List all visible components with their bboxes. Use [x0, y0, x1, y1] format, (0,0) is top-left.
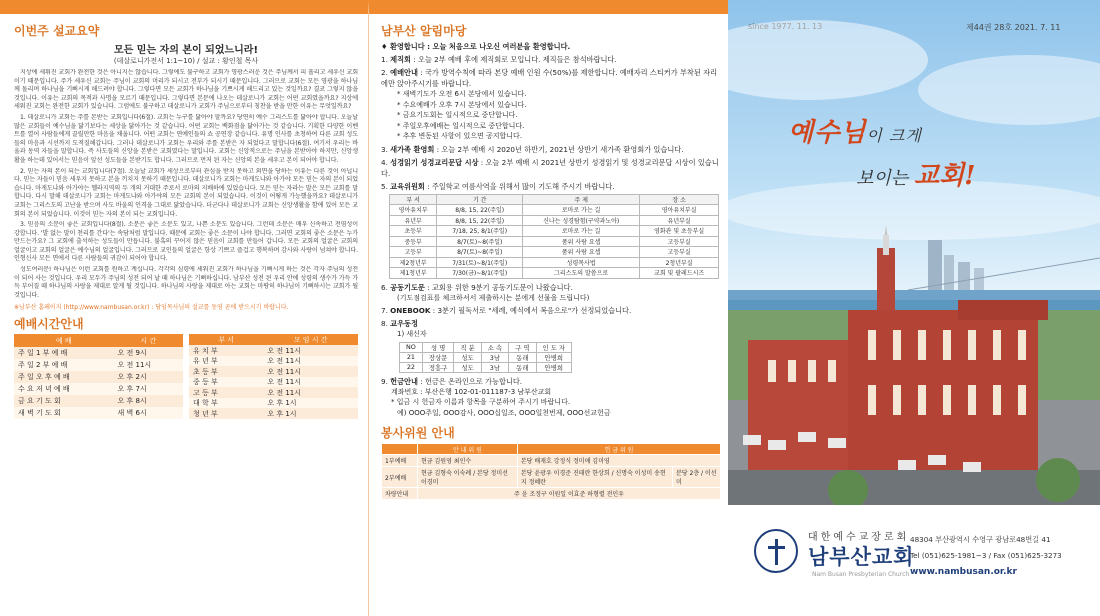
headline-jesus: 예수님 — [788, 118, 867, 148]
announcement-list — [381, 41, 720, 192]
headline-line1 — [788, 112, 922, 149]
table-cell: 영화관 및 초등부실 — [640, 226, 719, 237]
announcement-item — [381, 318, 720, 340]
table-header: NO — [400, 342, 423, 352]
issue-info: 제44권 28호 2021. 7. 11 — [966, 23, 1061, 32]
worship-note: * 금요기도회는 일시적으로 중단합니다. — [397, 111, 518, 119]
sermon-paragraph: 성도여러분! 하나님은 이런 교회를 원하고 계십니다. 각각의 심령에 세워진 교회가 하나님을 기뻐시게 하는 것은 각자 주님의 성전이 되어 사는 것입니다. 우리 모두가 주님의 성전 되어 날 때 하나님은 기뻐하십니다. 남부산 성전 된 우리 안에 성령의 생수가 가득 가득 부어질 때 하나님의 사랑을 제대로 알게 될 것입니다. 하나님의 사랑을 제대로 아는 교회는 마땅히 하나님이 기뻐하시는 교회가 될 것입니다. — [14, 266, 358, 299]
table-row — [390, 236, 719, 247]
table-cell: 7/31(토)~8/1(주일) — [437, 257, 523, 268]
sermon-reference: (데살로니가전서 1:1~10) / 설교 : 황인철 목사 — [113, 57, 259, 65]
cover-photo — [728, 0, 1100, 505]
table-header: 모 임 시 간 — [263, 334, 358, 345]
table-cell: 품위 사람 요셉 — [523, 247, 640, 258]
headline-church: 교회! — [913, 161, 976, 191]
item-text: : 오늘 2부 예배 시 2021년 상반기 성경읽기 및 성경교리문답 시상이 있습니다. — [381, 157, 719, 178]
offering-note: * 입금 시 헌금자 이름과 항목을 구분하여 주시기 바랍니다. — [391, 398, 571, 406]
worship-name: 새 벽 기 도 회 — [14, 407, 114, 419]
headline-seen: 보이는 — [856, 168, 909, 189]
table-cell: 고등부실 — [640, 236, 719, 247]
newcomers-table — [399, 342, 572, 373]
worship-name: 주 일 오 후 예 배 — [14, 371, 114, 383]
announcement-list-continued — [381, 282, 720, 340]
table-cell: 제1청년부 — [390, 268, 437, 279]
sermon-title: 모든 믿는 자의 본이 되었느니라! — [113, 45, 259, 56]
table-header: 장 소 — [640, 194, 719, 205]
item-number: 8. — [381, 319, 388, 328]
table-row — [390, 257, 719, 268]
table-cell: 본당 배재호 강정식 정미애 김미영 — [517, 455, 720, 467]
table-header: 부 서 — [390, 194, 437, 205]
table-cell: 정흥구 — [422, 362, 454, 372]
worship-time: 새 벽 6시 — [114, 407, 183, 419]
cross-icon — [775, 539, 778, 565]
offering-note: 예) OOO주일, OOO감사, OOO십일조, OOO일천번제, OOO선교헌금 — [397, 408, 611, 417]
table-cell: 품위 사람 요셉 — [523, 236, 640, 247]
department-name: 대 학 부 — [189, 398, 263, 409]
worship-name: 주 일 1 부 예 배 — [14, 347, 114, 359]
table-row — [390, 226, 719, 237]
table-cell: 제2청년부 — [390, 257, 437, 268]
cross-bar — [768, 546, 785, 549]
table-cell: 분당 2층 / 이선미 — [673, 467, 721, 488]
announcement-item — [381, 144, 720, 155]
table-cell: 성령목사법 — [523, 257, 640, 268]
church-illustration — [728, 0, 1100, 505]
table-cell: 중등부 — [390, 236, 437, 247]
table-cell: 영아유치부 — [390, 205, 437, 216]
worship-note: * 새벽기도가 오전 6시 본당에서 있습니다. — [397, 90, 527, 98]
department-table — [189, 334, 358, 419]
worship-note: * 추후 변동된 사항이 있으면 공지합니다. — [397, 132, 523, 140]
table-header: 소 속 — [481, 342, 508, 352]
table-header — [382, 444, 418, 455]
department-time: 오 전 11시 — [263, 366, 358, 377]
table-header: 성 명 — [422, 342, 454, 352]
worship-note: * 수요예배가 오후 7시 본당에서 있습니다. — [397, 100, 527, 109]
sermon-paragraph: 3. 믿음의 소문이 좋은 교회입니다(8절). 소문은 좋은 소문도 있고, 나쁜 소문도 있습니다. 그런데 소문은 매우 신속하고 전염성이 강합니다. '발 없는 말이 천리를 간다'는 속담처럼 말입니다. 때문에 교회는 좋은 소문이 나야 합니다. 그러면 교회의 좋은 소문은 누가 만드는가요? 그 교회에 출석하는 성도들이 만듭니다. 불혹의 꾸어지 않은 믿음이 교회를 만들어 갑니다. 모든 교회의 얼굴은 교회의 얼굴이고 교회의 얼굴은 예수님의 얼굴입니다. 그러므로 교인들의 얼굴은 항상 기쁘고 즐겁고 행복하며 감사와 사랑이 넘쳐야 합니다. 인형신사 모든 면에서 다른 사람들의 귀감이 되어야 합니다. — [14, 221, 358, 263]
church-phone: Tel (051)625-1981~3 / Fax (051)625-3273 — [910, 551, 1062, 560]
table-cell: 영아유치부실 — [640, 205, 719, 216]
headline-particle: 이 크게 — [866, 126, 922, 145]
department-name: 초 등 부 — [189, 366, 263, 377]
sermon-paragraph: 지상에 세워진 교회가 완전한 것은 아니지는 않습니다. 그렇에도 불구하고 교회가 영광스러운 것은 주님께서 피 흘리고 세우신 교회이기 때문입니다. 주가 세우신 교회는 주님이 교회의 머리가 되시고 전부가 되시기 때문입니다. 그러므로 교회는 모든 영광을 하나님께 돌리며 하나님을 기뻐시게 해드려야 합니다. 그렇다면 모든 교회가 하나님을 기쁘시게 해드리고 있는 것일까요? 결코 그렇지 않을 것입니다. 이유는 교회의 목적과 사명을 모르기 때문입니다. 그렇다면 본문에 나오는 데살로니가 교회는 어떤 교회였을까요? 지상에 세워진 교회는 완전한 교회가 있습니다. 그럼에도 불구하고 데살로니가 교회가 주님으로부터 칭찬을 받을 만한 이유는 무엇일까요? — [14, 69, 358, 111]
announcement-item — [381, 181, 720, 192]
table-cell: 현금 김원영 최인수 — [418, 455, 518, 467]
table-header: 예 배 — [14, 334, 114, 347]
denomination: 대한예수교장로회 — [808, 532, 910, 543]
department-name: 고 등 부 — [189, 387, 263, 398]
table-row — [390, 268, 719, 279]
announcements-section-title: 남부산 알림마당 — [381, 24, 467, 38]
department-time: 오 전 11시 — [263, 387, 358, 398]
department-name: 유 년 부 — [189, 356, 263, 367]
offering-info — [381, 376, 720, 419]
item-text: : 교회용 위한 9분기 공동기도문이 나왔습니다. — [427, 282, 573, 292]
table-cell: 3남 — [481, 352, 508, 362]
worship-note: * 주일오후예배는 일시적으로 중단합니다. — [397, 121, 525, 130]
item-number: 1. — [381, 55, 388, 64]
table-cell: 안병희 — [536, 362, 572, 372]
table-cell: 7/30(금)~8/1(주일) — [437, 268, 523, 279]
table-cell: 로마로 가는 길 — [523, 205, 640, 216]
worship-time: 오 전 11시 — [114, 359, 183, 371]
item-text: : 오늘 2부 예배 시 2020년 하반기, 2021년 상반기 새가족 환영회가 있습니다. — [436, 144, 684, 154]
prayer-note: (기도점검표를 체크하셔서 제출하시는 분에게 선물을 드립니다) — [397, 293, 590, 302]
table-header: 시 간 — [114, 334, 183, 347]
announcement-item — [381, 282, 720, 304]
table-cell: 8/7(토)~8(주일) — [437, 236, 523, 247]
table-cell: 주 윤 조정구 이원일 이효준 하형렬 전인우 — [418, 488, 721, 500]
church-name-english: Nam Busan Presbyterian Church — [812, 571, 910, 578]
table-row — [400, 352, 572, 362]
department-time: 오 전 11시 — [263, 377, 358, 388]
announcement-item — [381, 67, 720, 142]
announcement-item — [381, 305, 720, 316]
sermon-column — [0, 0, 368, 616]
table-row — [400, 362, 572, 372]
table-row — [390, 247, 719, 258]
table-cell: 고등부 — [390, 247, 437, 258]
church-info — [728, 505, 1100, 616]
table-cell: 유년부 — [390, 215, 437, 226]
item-number: 3. — [381, 144, 388, 154]
table-cell: 고등부실 — [640, 247, 719, 258]
table-cell: 유년부실 — [640, 215, 719, 226]
item-number: 6. — [381, 282, 388, 292]
welcome-line: ♦ 환영합니다 : 오늘 처음으로 나오신 여러분을 환영합니다. — [381, 42, 571, 51]
sermon-body — [14, 69, 358, 300]
announcement-item — [381, 54, 720, 65]
item-head: 교우동정 — [390, 319, 418, 328]
item-number: 4. — [381, 157, 388, 167]
item-text: : 오늘 2부 예배 후에 제직회로 모입니다. 제직들은 참석바랍니다. — [413, 55, 617, 64]
announcement-item — [381, 157, 720, 179]
table-header: 기 간 — [437, 194, 523, 205]
table-cell: 22 — [400, 362, 423, 372]
education-table — [389, 194, 719, 279]
worship-time: 오 후 7시 — [114, 383, 183, 395]
worship-table — [14, 334, 183, 419]
department-time: 오 후 1시 — [263, 398, 358, 409]
item-head: 제직회 — [390, 55, 411, 64]
table-header: 헌 금 위 원 — [517, 444, 720, 455]
table-cell: 8/7(토)~8(주일) — [437, 247, 523, 258]
department-name: 유 치 부 — [189, 345, 263, 356]
table-cell: 교회 및 팔레드시즈 — [640, 268, 719, 279]
volunteers-table — [381, 443, 721, 500]
table-cell: 차량안내 — [382, 488, 418, 500]
worship-section-title: 예배시간안내 — [14, 317, 84, 332]
table-cell: 8/8, 15, 22(주일) — [437, 205, 523, 216]
table-row — [382, 467, 721, 488]
table-header: 주 제 — [523, 194, 640, 205]
table-cell: 21 — [400, 352, 423, 362]
sermon-section-title: 이번주 설교요약 — [14, 24, 100, 38]
table-row — [382, 488, 721, 500]
item-text: : 국가 방역수칙에 따라 본당 예배 인원 수(50%)를 제한합니다. 예배자리 스티커가 부착된 자리에만 앉아주시기를 바랍니다. — [381, 68, 717, 88]
table-cell: 3남 — [481, 362, 508, 372]
table-cell: 성도 — [454, 362, 481, 372]
item-head: 예배안내 — [390, 68, 418, 77]
table-cell: 안병희 — [536, 352, 572, 362]
department-time: 오 전 11시 — [263, 356, 358, 367]
announcement-item — [381, 376, 720, 419]
headline-line2 — [856, 155, 976, 192]
worship-name: 금 요 기 도 회 — [14, 395, 114, 407]
table-cell: 2청년부실 — [640, 257, 719, 268]
church-logo-icon — [754, 529, 798, 573]
offering-account: 계좌번호 : 부산은행 102-01-011187-3 남부산교회 — [391, 387, 552, 396]
item-head: 공동기도문 — [390, 282, 425, 292]
table-header: 직 분 — [454, 342, 481, 352]
table-cell: 신나는 성경탐험(구약과노아) — [523, 215, 640, 226]
item-head: 성경읽기 성경교리문답 시상 — [390, 157, 479, 167]
table-cell: 로마로 가는 길 — [523, 226, 640, 237]
item-head: 새가족 환영회 — [390, 144, 435, 154]
table-cell: 그리스도의 말씀으로 — [523, 268, 640, 279]
department-name: 청 년 부 — [189, 408, 263, 419]
table-header: 구 역 — [509, 342, 536, 352]
item-text: : 헌금은 온라인으로 가능합니다. — [420, 376, 523, 386]
cover-column — [728, 0, 1100, 616]
table-cell: 장상문 — [422, 352, 454, 362]
sermon-paragraph: 2. 믿는 자의 본이 되는 교회입니다(7절). 오늘날 교회가 세상으로부터 관심을 받지 못하고 외면을 당하는 이유는 다른 것이 아닙니다. 믿는 자들이 믿음 세우지 못하고 본을 끼치지 못하기 때문입니다. 데살로니가 교회는 마게도냐와 아가야 모든 믿는 자의 본이 되었습니다. 마게도냐와 아가야는 헬라지역의 두 개의 거대한 주로서 로마의 지배하에 있었습니다. 모든 믿는 자라는 말은 모든 교회를 말합니다. 다시 말해 데살로니가 교회는 마게도냐와 아가야의 모든 교회의 본이 되었습니다. 이것이 어떻게 가능했을까요? 데살로니가 교회는 그리스도의 고난을 받으며 사도 바울의 인격을 그대로 닮았습니다. 더군다나 데살로니가 교회는 신앙생활을 함에 있어 모든 교회의 본이 되었습니다. 이것이 믿는 자의 본이 되는 교회입니다. — [14, 167, 358, 218]
worship-time: 오 후 8시 — [114, 395, 183, 407]
worship-time: 오 전 9시 — [114, 347, 183, 359]
table-header: 부 서 — [189, 334, 263, 345]
item-number: 7. — [381, 306, 388, 315]
item-text: : 3분기 필독서로 "세례, 예식에서 복음으로"가 선정되었습니다. — [432, 306, 632, 315]
worship-name: 주 일 2 부 예 배 — [14, 359, 114, 371]
church-name: 남부산교회 — [808, 545, 915, 569]
table-header: 안 내 위 원 — [418, 444, 518, 455]
worship-times — [14, 334, 358, 419]
sermon-footnote: ※남부산 홈페이지 (http://www.nambusan.or.kr) : 담임목사님의 설교를 동영 곧에 받으시기 바랍니다. — [14, 304, 289, 312]
volunteers-section-title: 봉사위원 안내 — [381, 426, 455, 440]
table-cell: 1부예배 — [382, 455, 418, 467]
department-name: 중 등 부 — [189, 377, 263, 388]
table-cell: 본당 윤광우 이경준 진태란 한상희 / 신명숙 이성미 송현지 정혜란 — [517, 467, 672, 488]
item-head: 헌금안내 — [390, 376, 418, 386]
table-cell: 동래 — [509, 362, 536, 372]
table-row — [390, 215, 719, 226]
announcements-column — [368, 0, 728, 616]
department-time: 오 후 1시 — [263, 408, 358, 419]
table-cell: 현금 김형숙 이숙례 / 본당 정미선 이경미 — [418, 467, 518, 488]
item-number: 5. — [381, 181, 388, 191]
worship-time: 오 후 2시 — [114, 371, 183, 383]
department-time: 오 전 11시 — [263, 345, 358, 356]
table-cell: 성도 — [454, 352, 481, 362]
item-head: 교육위원회 — [390, 181, 425, 191]
newcomers-label: 1) 새신자 — [397, 330, 427, 338]
table-cell: 7/18, 25, 8/1(주일) — [437, 226, 523, 237]
table-cell: 초등부 — [390, 226, 437, 237]
item-number: 9. — [381, 376, 388, 386]
table-cell: 2부예배 — [382, 467, 418, 488]
worship-note-list — [381, 89, 720, 142]
worship-name: 수 요 저 녁 예 배 — [14, 383, 114, 395]
table-row — [382, 455, 721, 467]
church-address: 48304 부산광역시 수영구 광남로48번길 41 — [910, 535, 1051, 544]
table-header: 인 도 자 — [536, 342, 572, 352]
item-text: : 주일학교 여름사역을 위해서 많이 기도해 주시기 바랍니다. — [427, 181, 615, 191]
item-head: ONEBOOK — [390, 306, 431, 315]
church-website-link[interactable]: www.nambusan.or.kr — [910, 567, 1017, 577]
table-cell: 동래 — [509, 352, 536, 362]
table-row — [390, 205, 719, 216]
item-number: 2. — [381, 68, 388, 77]
table-cell: 8/8, 15, 22(주일) — [437, 215, 523, 226]
sermon-paragraph: 1. 데살로니가 교회는 주를 본받는 교회입니다(6절). 교회는 누구를 닮아야 할까요? 당연히 예수 그리스도를 닮아야 합니다. 오늘날 많은 교회들이 예수님을 닮기보다는 세상을 닮아가는 것 같습니다. 어떤 교회는 백화점을 닮아가는 것 같습니다. 기획한 다양한 이벤트를 열어 사람들에게 끌릴만한 마음을 채웁니다. 어떤 교회는 연예인들의 쇼 공연장 같습니다. 유명 인사를 초청하여 다른 교회 성도들의 마음과 시선까지 도적질해갑니다. 그러나 데살로니가 교회는 우리와 주를 본받은 자 되었다고 말합니다(6절). 여기서 우리는 바울과 동역 자들을 말합니다. 즉 사도들의 신앙을 본받은 교회였다는 말입니다. 교회는 신앙적으로는 주님을 본받아야 하지만, 신앙생활을 하는데 있어서는 믿음이 앞선 성도들을 본받기도 합니다. 그러므로 먼저 된 자는 신앙의 본을 세우고 본이 되어야 합니다. — [14, 113, 358, 164]
